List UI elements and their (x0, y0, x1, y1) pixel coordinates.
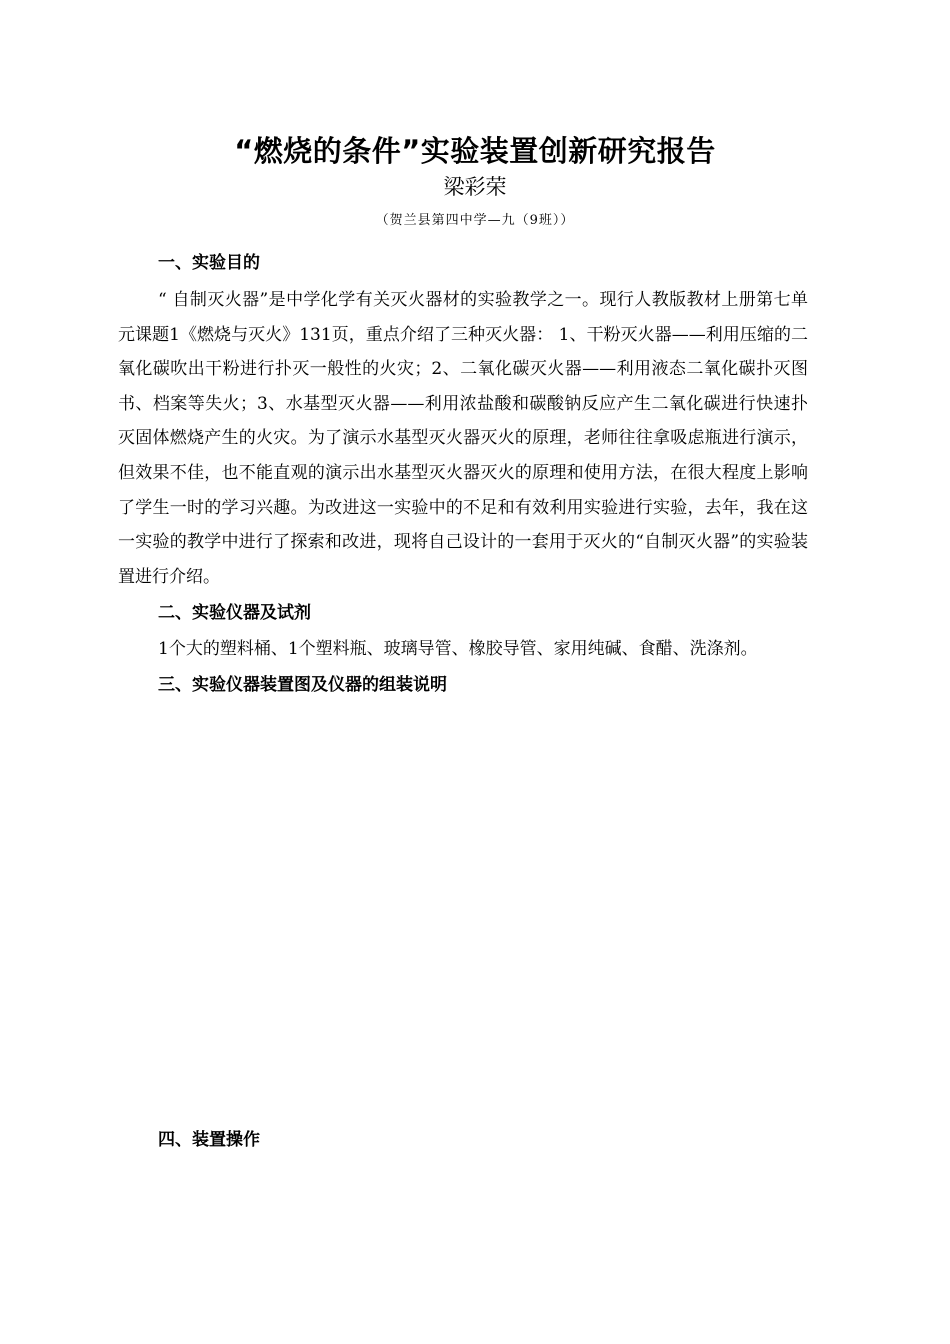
section-heading-apparatus: 三、实验仪器装置图及仪器的组装说明 (158, 675, 447, 695)
author-affiliation: （贺兰县第四中学—九（9班）） (375, 213, 575, 228)
author-name: 梁彩荣 (443, 175, 507, 199)
section-heading-purpose: 一、实验目的 (158, 253, 260, 273)
section-heading-materials: 二、实验仪器及试剂 (158, 603, 311, 623)
apparatus-figure-placeholder (118, 710, 808, 1110)
section-body-materials: 1个大的塑料桶、1个塑料瓶、玻璃导管、橡胶导管、家用纯碱、食醋、洗涤剂。 (158, 639, 758, 659)
section-heading-operation: 四、装置操作 (158, 1130, 260, 1150)
document-title: “燃烧的条件”实验装置创新研究报告 (234, 134, 716, 168)
section-body-purpose: “ 自制灭火器”是中学化学有关灭火器材的实验教学之一。现行人教版教材上册第七单元课题1《燃烧与灭火》131页，重点介绍了三种灭火器： 1、干粉灭火器——利用压缩的二氧化碳吹出干粉进行扑灭一般性的火灾；2、二氧化碳灭火器——利用液态二氧化碳扑灭图书、档案等失火；3、水基型灭火器——利用浓盐酸和碳酸钠反应产生二氧化碳进行快速扑灭固体燃烧产生的火灾。为了演示水基型灭火器灭火的原理，老师往往拿吸虑瓶进行演示，但效果不佳，也不能直观的演示出水基型灭火器灭火的原理和使用方法，在很大程度上影响了学生一时的学习兴趣。为改进这一实验中的不足和有效利用实验进行实验，去年，我在这一实验的教学中进行了探索和改进，现将自己设计的一套用于灭火的“自制灭火器”的实验装置进行介绍。 (118, 290, 808, 587)
